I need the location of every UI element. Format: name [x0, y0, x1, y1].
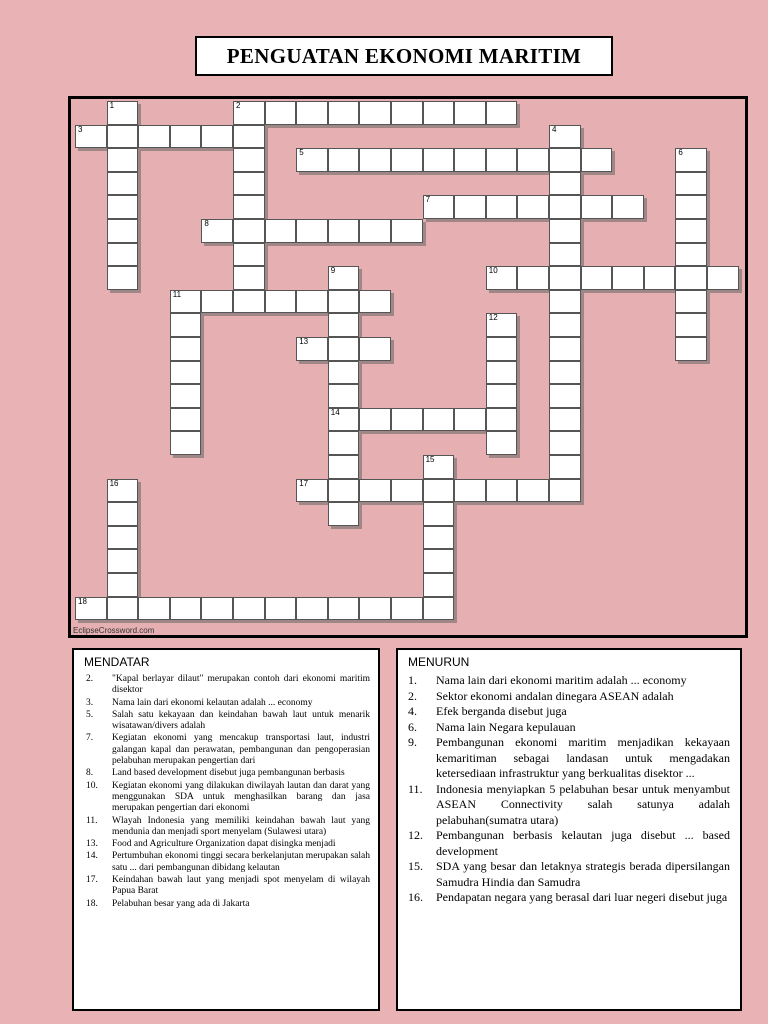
- crossword-cell[interactable]: [201, 290, 233, 314]
- clue-item-text: Indonesia menyiapkan 5 pelabuhan besar untuk menyambut ASEAN Connectivity salah satunya adalah pelabuhan(sumatra utara): [436, 781, 730, 827]
- watermark: EclipseCrossword.com: [73, 626, 155, 635]
- crossword-cell[interactable]: [486, 361, 518, 385]
- crossword-cell[interactable]: [707, 266, 739, 290]
- crossword-cell[interactable]: [391, 408, 423, 432]
- crossword-cell[interactable]: [233, 597, 265, 621]
- clue-item-number: 7.: [86, 733, 94, 744]
- crossword-cell[interactable]: [549, 313, 581, 337]
- crossword-cell[interactable]: [486, 384, 518, 408]
- clue-item-text: Pertumbuhan ekonomi tinggi secara berkelanjutan merupakan salah satu ... dari pembangunan dibidang kelautan: [112, 851, 370, 873]
- crossword-cell[interactable]: [359, 408, 391, 432]
- crossword-cell[interactable]: [675, 219, 707, 243]
- crossword-cell[interactable]: [486, 431, 518, 455]
- clue-item-text: Efek berganda disebut juga: [436, 704, 567, 718]
- clue-item-number: 10.: [86, 780, 98, 791]
- clue-item: [86, 674, 370, 697]
- crossword-cell[interactable]: [549, 172, 581, 196]
- crossword-cell[interactable]: [328, 290, 360, 314]
- clue-number: 6: [678, 148, 683, 158]
- crossword-cell[interactable]: [328, 479, 360, 503]
- crossword-cell[interactable]: [675, 266, 707, 290]
- clue-item: [408, 689, 730, 705]
- crossword-cell[interactable]: [170, 431, 202, 455]
- crossword-cell[interactable]: [423, 549, 455, 573]
- clue-item: [408, 859, 730, 890]
- clue-item-number: 18.: [86, 898, 98, 909]
- clue-number: 10: [488, 266, 498, 276]
- crossword-cell[interactable]: [170, 125, 202, 149]
- crossword-cell[interactable]: [391, 479, 423, 503]
- crossword-cell[interactable]: [517, 479, 549, 503]
- crossword-cell[interactable]: [107, 526, 139, 550]
- crossword-cell[interactable]: [359, 219, 391, 243]
- crossword-cell[interactable]: [107, 479, 139, 503]
- clue-number: 2: [236, 101, 241, 110]
- clue-number: 3: [78, 124, 83, 134]
- crossword-cell[interactable]: [328, 266, 360, 290]
- menurun-heading: MENURUN: [408, 655, 470, 669]
- crossword-cell[interactable]: [454, 195, 486, 219]
- crossword-cell[interactable]: [328, 408, 360, 432]
- clue-item-text: Nama lain dari ekonomi kelautan adalah ... economy: [112, 697, 313, 708]
- clue-number: 15: [425, 455, 435, 464]
- crossword-cell[interactable]: [549, 148, 581, 172]
- clue-item-number: 2.: [408, 688, 417, 703]
- crossword-cell[interactable]: [423, 101, 455, 125]
- crossword-cell[interactable]: [549, 479, 581, 503]
- crossword-cell[interactable]: [486, 313, 518, 337]
- crossword-cell[interactable]: [454, 148, 486, 172]
- crossword-cell[interactable]: [549, 455, 581, 479]
- crossword-cell[interactable]: [107, 597, 139, 621]
- page-title: PENGUATAN EKONOMI MARITIM: [195, 36, 613, 76]
- crossword-cell[interactable]: [107, 148, 139, 172]
- crossword-cell[interactable]: [675, 290, 707, 314]
- crossword-cell[interactable]: [486, 148, 518, 172]
- crossword-cell[interactable]: [170, 361, 202, 385]
- crossword-cell[interactable]: [486, 101, 518, 125]
- clue-item: [86, 851, 370, 874]
- clue-item: [86, 781, 370, 815]
- crossword-cell[interactable]: [233, 172, 265, 196]
- crossword-cell[interactable]: [107, 549, 139, 573]
- crossword-cell[interactable]: [549, 384, 581, 408]
- clue-item: [86, 698, 370, 709]
- clue-number: 14: [330, 407, 340, 417]
- crossword-cell[interactable]: [423, 597, 455, 621]
- crossword-cell[interactable]: [107, 195, 139, 219]
- clue-number: 1: [109, 101, 115, 110]
- mendatar-heading: MENDATAR: [84, 655, 150, 669]
- crossword-cell[interactable]: [265, 101, 297, 125]
- clue-item: [408, 782, 730, 829]
- clue-item-text: "Kapal berlayar dilaut" merupakan contoh dari ekonomi maritim disektor: [112, 674, 370, 696]
- clue-number: 12: [488, 313, 498, 323]
- crossword-cell[interactable]: [486, 408, 518, 432]
- clue-number: 7: [425, 195, 431, 205]
- crossword-cell[interactable]: [170, 313, 202, 337]
- crossword-cell[interactable]: [75, 597, 107, 621]
- crossword-cell[interactable]: [581, 148, 613, 172]
- clue-item-text: Food and Agriculture Organization dapat disingka menjadi: [112, 839, 336, 850]
- clue-number: 9: [330, 266, 336, 276]
- clue-item-text: Nama lain dari ekonomi maritim adalah ... economy: [436, 673, 687, 687]
- crossword-cell[interactable]: [549, 361, 581, 385]
- crossword-cell[interactable]: [549, 290, 581, 314]
- crossword-cell[interactable]: [517, 195, 549, 219]
- clue-item-number: 11.: [408, 781, 423, 796]
- clue-number: 18: [78, 596, 87, 606]
- clue-item-text: Land based development disebut juga pembangunan berbasis: [112, 768, 345, 779]
- crossword-cell[interactable]: [549, 243, 581, 267]
- crossword-cell[interactable]: [107, 101, 139, 125]
- clue-item-number: 8.: [86, 768, 94, 779]
- crossword-cell[interactable]: [359, 101, 391, 125]
- crossword-cell[interactable]: [359, 337, 391, 361]
- clue-item-text: Pembangunan berbasis kelautan juga disebut ... based development: [436, 828, 730, 858]
- crossword-cell[interactable]: [233, 125, 265, 149]
- crossword-cell[interactable]: [107, 125, 139, 149]
- clue-number: 17: [299, 478, 309, 488]
- crossword-cell[interactable]: [170, 597, 202, 621]
- crossword-cell[interactable]: [233, 243, 265, 267]
- crossword-cell[interactable]: [170, 337, 202, 361]
- clue-item-number: 9.: [408, 735, 417, 749]
- clue-item-number: 17.: [86, 875, 98, 886]
- clue-item-text: Pembangunan ekonomi maritim menjadikan kekayaan kemaritiman sebagai landasan untuk mengadakan ketersediaan infrastruktur yang berkualitas disektor ...: [436, 735, 730, 780]
- clue-item: [408, 720, 730, 736]
- crossword-cell[interactable]: [423, 455, 455, 479]
- crossword-cell[interactable]: [675, 243, 707, 267]
- clue-item: [86, 839, 370, 850]
- crossword-cell[interactable]: [107, 502, 139, 526]
- clue-item-number: 5.: [86, 709, 94, 720]
- crossword-cell[interactable]: [75, 125, 107, 149]
- crossword-cell[interactable]: [359, 148, 391, 172]
- crossword-cell[interactable]: [675, 195, 707, 219]
- crossword-cell[interactable]: [328, 313, 360, 337]
- crossword-grid: [68, 96, 748, 638]
- clue-item: [86, 875, 370, 898]
- clue-item: [408, 890, 730, 906]
- crossword-cell[interactable]: [296, 597, 328, 621]
- crossword-cell[interactable]: [517, 148, 549, 172]
- crossword-cell[interactable]: [581, 266, 613, 290]
- crossword-cell[interactable]: [612, 266, 644, 290]
- clue-item-text: SDA yang besar dan letaknya strategis berada dipersilangan Samudra Hindia dan Samudra: [436, 859, 730, 889]
- crossword-cell[interactable]: [423, 526, 455, 550]
- menurun-panel: [396, 648, 742, 1011]
- clue-item-number: 1.: [408, 673, 417, 687]
- crossword-cell[interactable]: [296, 219, 328, 243]
- clue-item-text: Nama lain Negara kepulauan: [436, 719, 576, 734]
- crossword-cell[interactable]: [549, 125, 581, 149]
- crossword-cell[interactable]: [170, 408, 202, 432]
- crossword-cell[interactable]: [107, 573, 139, 597]
- crossword-cell[interactable]: [107, 243, 139, 267]
- crossword-cell[interactable]: [138, 597, 170, 621]
- crossword-cell[interactable]: [138, 125, 170, 149]
- crossword-cell[interactable]: [265, 597, 297, 621]
- crossword-cell[interactable]: [423, 148, 455, 172]
- crossword-cell[interactable]: [549, 266, 581, 290]
- crossword-cell[interactable]: [233, 266, 265, 290]
- crossword-cell[interactable]: [359, 290, 391, 314]
- crossword-cell[interactable]: [233, 148, 265, 172]
- crossword-cell[interactable]: [454, 101, 486, 125]
- crossword-cell[interactable]: [675, 337, 707, 361]
- clue-item: [408, 828, 730, 859]
- crossword-cell[interactable]: [486, 479, 518, 503]
- clue-item-number: 15.: [408, 859, 423, 873]
- crossword-cell[interactable]: [296, 290, 328, 314]
- crossword-cell[interactable]: [486, 195, 518, 219]
- crossword-cell[interactable]: [517, 266, 549, 290]
- clue-item-number: 14.: [86, 851, 98, 862]
- clue-item: [86, 768, 370, 779]
- clue-item-number: 16.: [408, 890, 423, 904]
- clue-number: 8: [204, 219, 209, 228]
- crossword-cell[interactable]: [265, 219, 297, 243]
- crossword-cell[interactable]: [423, 408, 455, 432]
- crossword-cell[interactable]: [328, 455, 360, 479]
- crossword-cell[interactable]: [328, 219, 360, 243]
- crossword-cell[interactable]: [296, 101, 328, 125]
- clue-number: 5: [299, 148, 304, 158]
- crossword-cell[interactable]: [265, 290, 297, 314]
- crossword-cell[interactable]: [201, 219, 233, 243]
- crossword-cell[interactable]: [423, 573, 455, 597]
- clue-item-text: Kegiatan ekonomi yang mencakup transportasi laut, industri galangan kapal dan perawatan, pembangunan dan pengoperasian pelabuhan merupakan pengertian dari: [112, 733, 370, 767]
- crossword-cell[interactable]: [296, 337, 328, 361]
- crossword-cell[interactable]: [581, 195, 613, 219]
- clue-item-text: Kegiatan ekonomi yang dilakukan diwilayah lautan dan darat yang menggunakan SDA untuk menghasilkan barang dan jasa merupakan pengertian dari ekonomi: [112, 780, 370, 814]
- clue-item-number: 11.: [86, 815, 98, 826]
- clue-number: 11: [172, 289, 182, 299]
- crossword-cell[interactable]: [107, 219, 139, 243]
- crossword-cell[interactable]: [423, 479, 455, 503]
- crossword-cell[interactable]: [233, 101, 265, 125]
- clue-item-number: 13.: [86, 839, 98, 850]
- clue-number: 16: [109, 478, 119, 488]
- crossword-cell[interactable]: [549, 219, 581, 243]
- clue-item-number: 2.: [86, 674, 94, 684]
- crossword-cell[interactable]: [170, 384, 202, 408]
- crossword-cell[interactable]: [170, 290, 202, 314]
- crossword-cell[interactable]: [423, 195, 455, 219]
- clue-item: [86, 710, 370, 733]
- crossword-cell[interactable]: [549, 337, 581, 361]
- crossword-cell[interactable]: [328, 337, 360, 361]
- crossword-cell[interactable]: [233, 195, 265, 219]
- crossword-cell[interactable]: [675, 148, 707, 172]
- crossword-cell[interactable]: [328, 597, 360, 621]
- crossword-cell[interactable]: [328, 148, 360, 172]
- crossword-cell[interactable]: [107, 266, 139, 290]
- crossword-cell[interactable]: [549, 408, 581, 432]
- crossword-cell[interactable]: [423, 502, 455, 526]
- clue-item-text: Keindahan bawah laut yang menjadi spot menyelam di wilayah Papua Barat: [112, 875, 370, 897]
- crossword-cell[interactable]: [233, 219, 265, 243]
- clue-item-text: Wlayah Indonesia yang memiliki keindahan bawah laut yang mendunia dan menjadi sport menyelam (Sulawesi utara): [112, 815, 370, 837]
- crossword-cell[interactable]: [201, 125, 233, 149]
- crossword-cell[interactable]: [549, 195, 581, 219]
- crossword-cell[interactable]: [612, 195, 644, 219]
- crossword-cell[interactable]: [391, 148, 423, 172]
- crossword-cell[interactable]: [328, 384, 360, 408]
- clue-item-text: Salah satu kekayaan dan keindahan bawah laut untuk menarik wisatawan/divers adalah: [112, 709, 370, 732]
- crossword-cell[interactable]: [296, 479, 328, 503]
- crossword-cell[interactable]: [644, 266, 676, 290]
- clue-item: [86, 899, 370, 910]
- clue-item-number: 4.: [408, 704, 417, 718]
- crossword-cell[interactable]: [391, 219, 423, 243]
- clue-number: 13: [299, 337, 309, 346]
- clue-item-number: 12.: [408, 828, 423, 842]
- clue-number: 4: [552, 124, 557, 134]
- crossword-cell[interactable]: [391, 597, 423, 621]
- crossword-cell[interactable]: [201, 597, 233, 621]
- crossword-cell[interactable]: [486, 266, 518, 290]
- crossword-cell[interactable]: [328, 361, 360, 385]
- clue-item-text: Sektor ekonomi andalan dinegara ASEAN adalah: [436, 688, 674, 703]
- crossword-cell[interactable]: [107, 172, 139, 196]
- crossword-cell[interactable]: [328, 431, 360, 455]
- clue-item-text: Pendapatan negara yang berasal dari luar negeri disebut juga: [436, 890, 728, 904]
- crossword-cell[interactable]: [359, 597, 391, 621]
- crossword-cell[interactable]: [454, 479, 486, 503]
- clue-item: [408, 673, 730, 689]
- crossword-cell[interactable]: [359, 479, 391, 503]
- crossword-cell[interactable]: [675, 313, 707, 337]
- crossword-cell[interactable]: [328, 101, 360, 125]
- menurun-clue-list: [408, 673, 730, 906]
- crossword-cell[interactable]: [328, 502, 360, 526]
- crossword-cell[interactable]: [391, 101, 423, 125]
- crossword-cell[interactable]: [549, 431, 581, 455]
- clue-item: [86, 816, 370, 839]
- clue-item: [86, 733, 370, 767]
- crossword-cell[interactable]: [296, 148, 328, 172]
- clue-item-number: 6.: [408, 719, 417, 734]
- clue-item: [408, 735, 730, 782]
- clue-item-number: 3.: [86, 697, 94, 708]
- clue-item: [408, 704, 730, 720]
- crossword-cell[interactable]: [486, 337, 518, 361]
- mendatar-panel: [72, 648, 380, 1011]
- crossword-cell[interactable]: [233, 290, 265, 314]
- mendatar-clue-list: [86, 674, 370, 911]
- crossword-cell[interactable]: [454, 408, 486, 432]
- crossword-cell[interactable]: [675, 172, 707, 196]
- clue-item-text: Pelabuhan besar yang ada di Jakarta: [112, 898, 250, 909]
